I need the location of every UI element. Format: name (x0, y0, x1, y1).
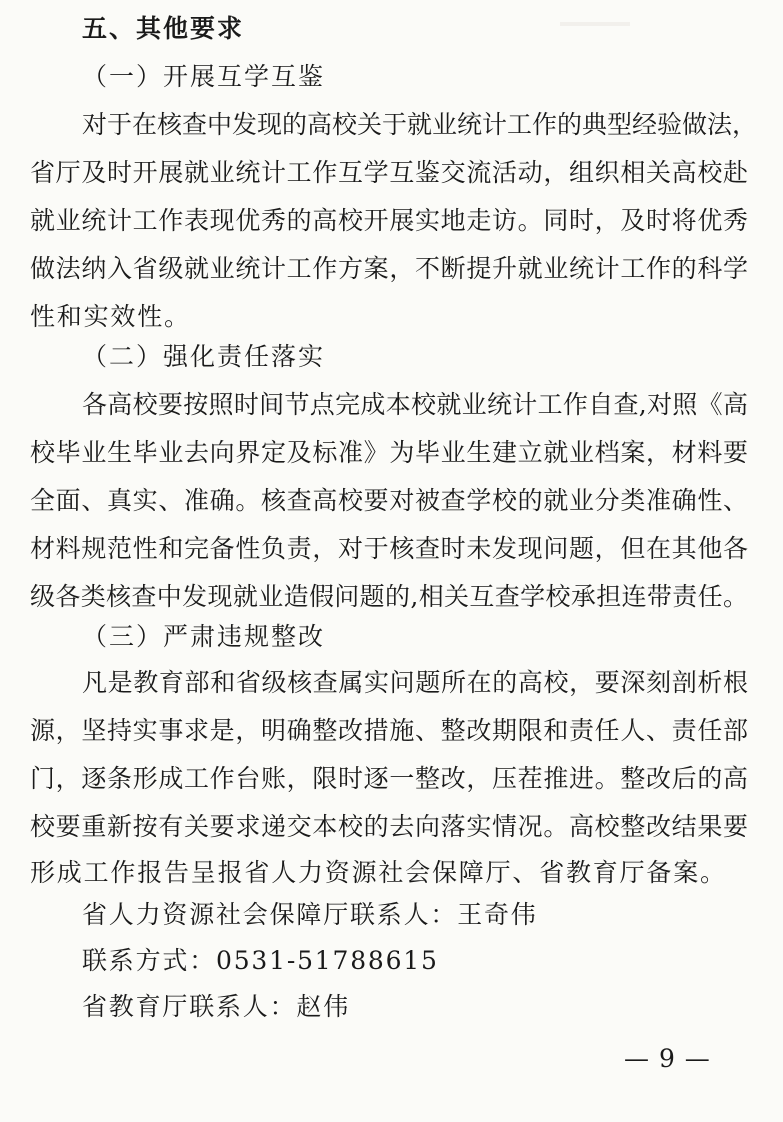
paragraph-3-line-2: 源，坚持实事求是，明确整改措施、整改期限和责任人、责任部 (30, 716, 748, 745)
paragraph-2-line-2: 校毕业生毕业去向界定及标准》为毕业生建立就业档案，材料要 (30, 438, 748, 467)
paragraph-1-line-2: 省厅及时开展就业统计工作互学互鉴交流活动，组织相关高校赴 (30, 158, 748, 187)
paragraph-3-line-3: 门，逐条形成工作台账，限时逐一整改，压茬推进。整改后的高 (30, 764, 748, 793)
page-number: — 9 — (624, 1044, 711, 1073)
hr-contact: 省人力资源社会保障厅联系人：王奇伟 (82, 900, 538, 929)
paragraph-2-line-3: 全面、真实、准确。核查高校要对被查学校的就业分类准确性、 (30, 486, 748, 515)
paragraph-3-line-5: 形成工作报告呈报省人力资源社会保障厅、省教育厅备案。 (30, 858, 727, 887)
edu-contact: 省教育厅联系人：赵伟 (82, 992, 351, 1021)
paragraph-3-line-4: 校要重新按有关要求递交本校的去向落实情况。高校整改结果要 (30, 812, 748, 841)
paragraph-1-line-4: 做法纳入省级就业统计工作方案，不断提升就业统计工作的科学 (30, 254, 748, 283)
paragraph-2-line-5: 级各类核查中发现就业造假问题的,相关互查学校承担连带责任。 (30, 582, 748, 611)
paragraph-1-line-5: 性和实效性。 (30, 302, 191, 331)
contact-phone: 联系方式：0531-51788615 (82, 946, 439, 975)
paragraph-3-line-1: 凡是教育部和省级核查属实问题所在的高校，要深刻剖析根 (82, 668, 748, 697)
scan-artifact (560, 22, 630, 26)
paragraph-1-line-1: 对于在核查中发现的高校关于就业统计工作的典型经验做法， (82, 110, 758, 139)
subsection-heading-1: （一）开展互学互鉴 (82, 62, 326, 91)
section-heading: 五、其他要求 (82, 14, 245, 43)
paragraph-2-line-1: 各高校要按照时间节点完成本校就业统计工作自查,对照《高 (82, 390, 748, 419)
subsection-heading-2: （二）强化责任落实 (82, 342, 326, 371)
subsection-heading-3: （三）严肃违规整改 (82, 622, 326, 651)
paragraph-2-line-4: 材料规范性和完备性负责，对于核查时未发现问题，但在其他各 (30, 534, 748, 563)
paragraph-1-line-3: 就业统计工作表现优秀的高校开展实地走访。同时，及时将优秀 (30, 206, 748, 235)
